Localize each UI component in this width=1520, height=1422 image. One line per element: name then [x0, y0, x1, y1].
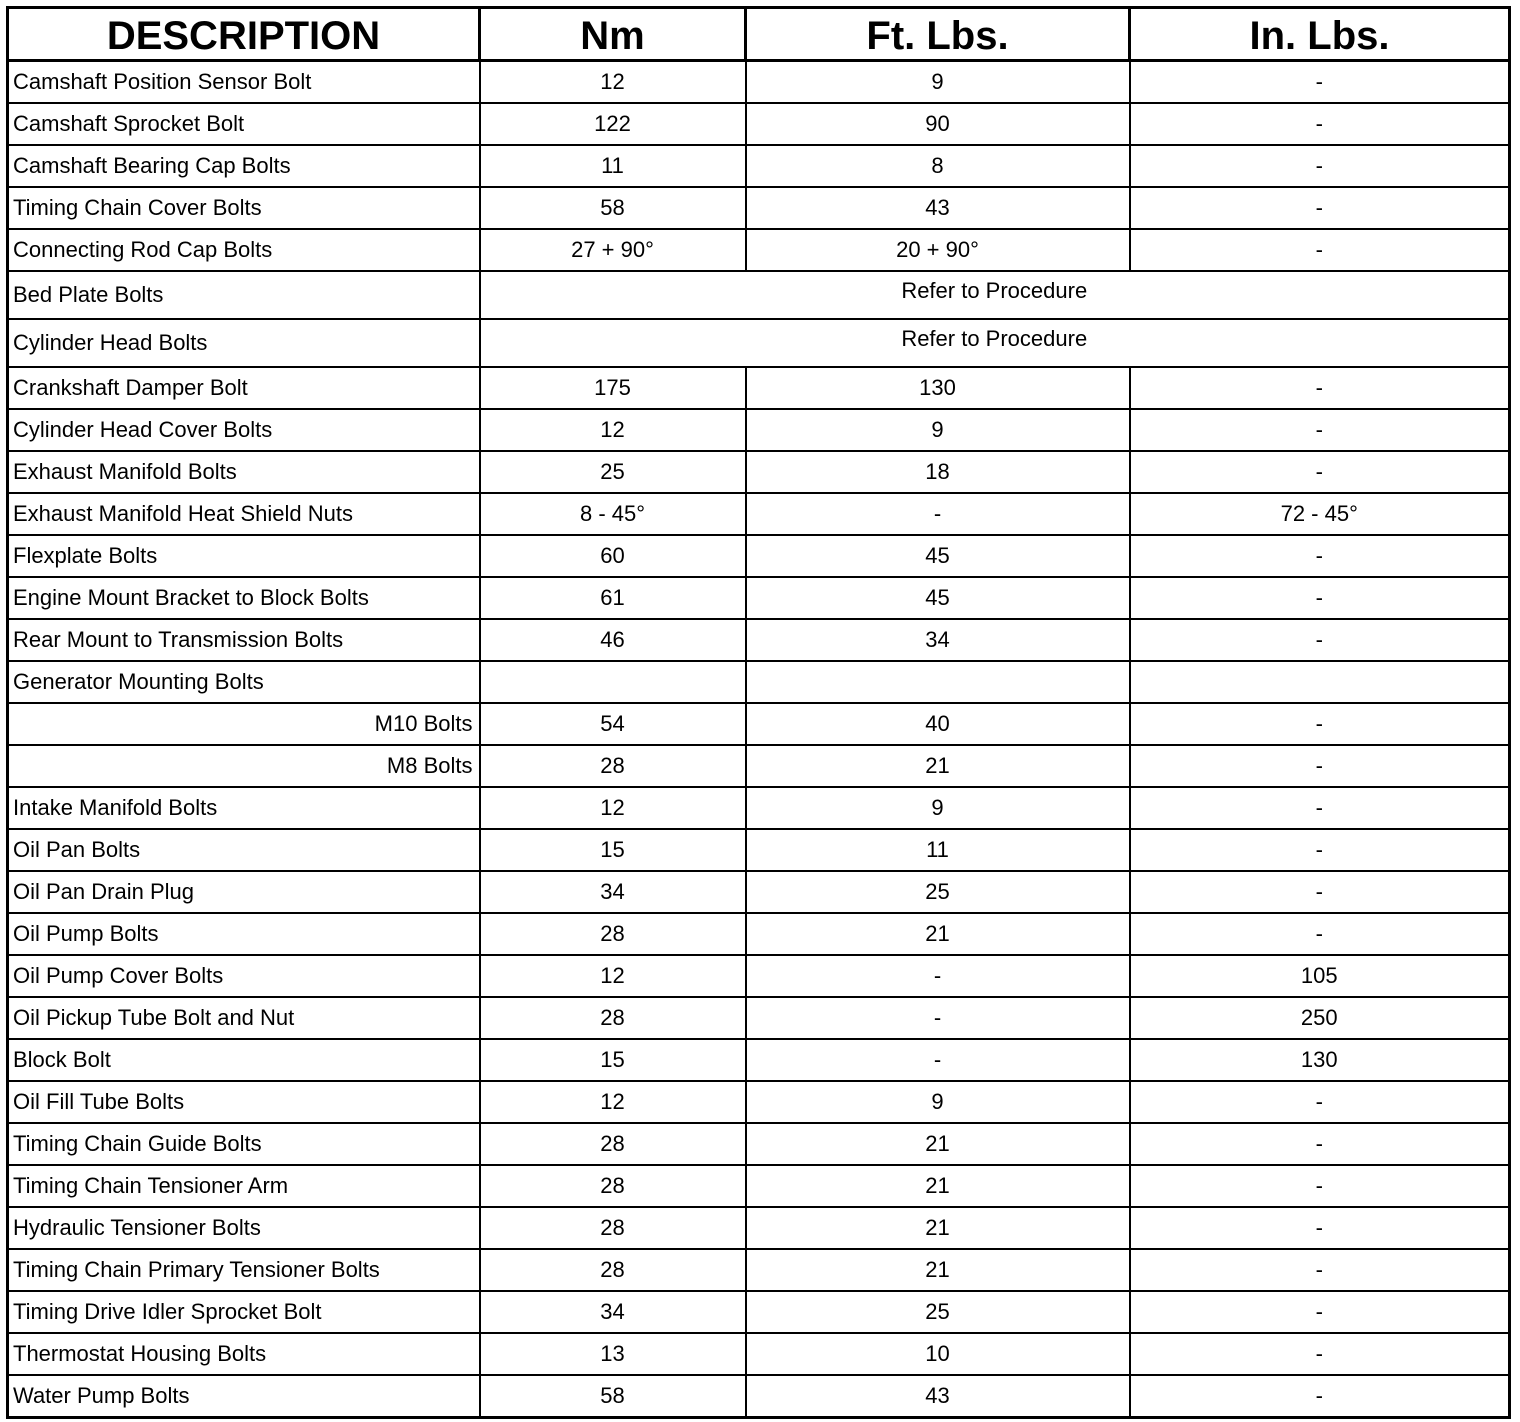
table-row — [8, 1165, 1510, 1207]
cell-procedure-note: Refer to Procedure — [480, 271, 1510, 319]
cell-nm: 12 — [480, 955, 746, 997]
cell-in-lbs: - — [1130, 1207, 1510, 1249]
cell-in-lbs: - — [1130, 451, 1510, 493]
cell-ft-lbs: 43 — [746, 187, 1130, 229]
cell-nm: 122 — [480, 103, 746, 145]
cell-nm: 27 + 90° — [480, 229, 746, 271]
table-row — [8, 703, 1510, 745]
cell-in-lbs: - — [1130, 103, 1510, 145]
cell-ft-lbs: 8 — [746, 145, 1130, 187]
cell-description: Oil Pickup Tube Bolt and Nut — [8, 997, 480, 1039]
cell-ft-lbs: 40 — [746, 703, 1130, 745]
cell-description: Oil Pan Drain Plug — [8, 871, 480, 913]
cell-ft-lbs: 90 — [746, 103, 1130, 145]
cell-nm: 15 — [480, 1039, 746, 1081]
cell-in-lbs: 105 — [1130, 955, 1510, 997]
cell-ft-lbs: 9 — [746, 61, 1130, 104]
table-row — [8, 787, 1510, 829]
table-row — [8, 829, 1510, 871]
table-row — [8, 187, 1510, 229]
cell-ft-lbs: 9 — [746, 787, 1130, 829]
cell-in-lbs: 72 - 45° — [1130, 493, 1510, 535]
table-row — [8, 1249, 1510, 1291]
cell-description: Rear Mount to Transmission Bolts — [8, 619, 480, 661]
cell-in-lbs: - — [1130, 1333, 1510, 1375]
cell-description: Engine Mount Bracket to Block Bolts — [8, 577, 480, 619]
cell-description: Oil Pump Bolts — [8, 913, 480, 955]
cell-in-lbs: - — [1130, 619, 1510, 661]
torque-spec-table — [6, 6, 1511, 1419]
table-row — [8, 913, 1510, 955]
cell-in-lbs: - — [1130, 187, 1510, 229]
cell-nm: 12 — [480, 787, 746, 829]
table-row — [8, 61, 1510, 104]
cell-in-lbs: - — [1130, 829, 1510, 871]
cell-ft-lbs — [746, 661, 1130, 703]
cell-ft-lbs: 10 — [746, 1333, 1130, 1375]
cell-description: Connecting Rod Cap Bolts — [8, 229, 480, 271]
cell-in-lbs: - — [1130, 1123, 1510, 1165]
table-row — [8, 271, 1510, 319]
table-row — [8, 319, 1510, 367]
cell-nm: 12 — [480, 409, 746, 451]
cell-nm: 28 — [480, 1123, 746, 1165]
cell-description: Generator Mounting Bolts — [8, 661, 480, 703]
table-row — [8, 871, 1510, 913]
table-row — [8, 1291, 1510, 1333]
cell-in-lbs: - — [1130, 1165, 1510, 1207]
table-row — [8, 955, 1510, 997]
cell-ft-lbs: 21 — [746, 913, 1130, 955]
table-row — [8, 1207, 1510, 1249]
cell-ft-lbs: 21 — [746, 745, 1130, 787]
table-body — [8, 61, 1510, 1418]
cell-description: Exhaust Manifold Bolts — [8, 451, 480, 493]
cell-description: Camshaft Sprocket Bolt — [8, 103, 480, 145]
cell-in-lbs: - — [1130, 703, 1510, 745]
cell-ft-lbs: 18 — [746, 451, 1130, 493]
cell-in-lbs: 250 — [1130, 997, 1510, 1039]
cell-description: Timing Chain Guide Bolts — [8, 1123, 480, 1165]
cell-in-lbs: - — [1130, 61, 1510, 104]
cell-ft-lbs: 45 — [746, 535, 1130, 577]
cell-in-lbs: - — [1130, 787, 1510, 829]
cell-description: Thermostat Housing Bolts — [8, 1333, 480, 1375]
cell-description: Cylinder Head Bolts — [8, 319, 480, 367]
cell-in-lbs: - — [1130, 1249, 1510, 1291]
cell-nm: 15 — [480, 829, 746, 871]
cell-nm: 12 — [480, 1081, 746, 1123]
table-row — [8, 145, 1510, 187]
cell-in-lbs: - — [1130, 229, 1510, 271]
cell-in-lbs — [1130, 661, 1510, 703]
table-row — [8, 493, 1510, 535]
cell-description: Cylinder Head Cover Bolts — [8, 409, 480, 451]
cell-ft-lbs: 130 — [746, 367, 1130, 409]
cell-nm: 34 — [480, 871, 746, 913]
table-row — [8, 619, 1510, 661]
cell-ft-lbs: - — [746, 955, 1130, 997]
cell-description: M10 Bolts — [8, 703, 480, 745]
cell-description: Crankshaft Damper Bolt — [8, 367, 480, 409]
cell-description: Water Pump Bolts — [8, 1375, 480, 1418]
cell-description: Flexplate Bolts — [8, 535, 480, 577]
cell-nm: 58 — [480, 1375, 746, 1418]
cell-in-lbs: - — [1130, 367, 1510, 409]
cell-nm: 46 — [480, 619, 746, 661]
cell-nm: 25 — [480, 451, 746, 493]
cell-description: Bed Plate Bolts — [8, 271, 480, 319]
table-row — [8, 367, 1510, 409]
cell-nm: 61 — [480, 577, 746, 619]
table-row — [8, 745, 1510, 787]
cell-ft-lbs: 20 + 90° — [746, 229, 1130, 271]
table-row — [8, 103, 1510, 145]
cell-ft-lbs: 21 — [746, 1123, 1130, 1165]
header-ft-lbs: Ft. Lbs. — [746, 8, 1130, 61]
cell-nm: 28 — [480, 1165, 746, 1207]
cell-nm — [480, 661, 746, 703]
cell-in-lbs: - — [1130, 745, 1510, 787]
cell-description: Camshaft Position Sensor Bolt — [8, 61, 480, 104]
cell-nm: 28 — [480, 745, 746, 787]
cell-ft-lbs: - — [746, 493, 1130, 535]
cell-description: Timing Drive Idler Sprocket Bolt — [8, 1291, 480, 1333]
cell-description: Timing Chain Primary Tensioner Bolts — [8, 1249, 480, 1291]
table-row — [8, 997, 1510, 1039]
cell-in-lbs: - — [1130, 913, 1510, 955]
header-nm: Nm — [480, 8, 746, 61]
table-row — [8, 1375, 1510, 1418]
cell-nm: 58 — [480, 187, 746, 229]
cell-nm: 34 — [480, 1291, 746, 1333]
table-row — [8, 661, 1510, 703]
cell-in-lbs: - — [1130, 145, 1510, 187]
table-row — [8, 1123, 1510, 1165]
cell-nm: 28 — [480, 1249, 746, 1291]
cell-ft-lbs: 21 — [746, 1165, 1130, 1207]
cell-ft-lbs: - — [746, 1039, 1130, 1081]
cell-ft-lbs: 9 — [746, 409, 1130, 451]
cell-procedure-note: Refer to Procedure — [480, 319, 1510, 367]
header-description: DESCRIPTION — [8, 8, 480, 61]
table-row — [8, 409, 1510, 451]
cell-nm: 60 — [480, 535, 746, 577]
cell-ft-lbs: 25 — [746, 871, 1130, 913]
cell-ft-lbs: 45 — [746, 577, 1130, 619]
cell-nm: 175 — [480, 367, 746, 409]
cell-description: Exhaust Manifold Heat Shield Nuts — [8, 493, 480, 535]
header-in-lbs: In. Lbs. — [1130, 8, 1510, 61]
cell-in-lbs: - — [1130, 871, 1510, 913]
table-row — [8, 535, 1510, 577]
cell-in-lbs: - — [1130, 1081, 1510, 1123]
cell-in-lbs: 130 — [1130, 1039, 1510, 1081]
cell-description: Oil Fill Tube Bolts — [8, 1081, 480, 1123]
cell-in-lbs: - — [1130, 1291, 1510, 1333]
cell-ft-lbs: 25 — [746, 1291, 1130, 1333]
cell-ft-lbs: 43 — [746, 1375, 1130, 1418]
cell-ft-lbs: 9 — [746, 1081, 1130, 1123]
cell-in-lbs: - — [1130, 409, 1510, 451]
cell-nm: 12 — [480, 61, 746, 104]
cell-description: Oil Pan Bolts — [8, 829, 480, 871]
table-row — [8, 577, 1510, 619]
cell-nm: 28 — [480, 997, 746, 1039]
cell-ft-lbs: 34 — [746, 619, 1130, 661]
cell-description: Block Bolt — [8, 1039, 480, 1081]
cell-description: Hydraulic Tensioner Bolts — [8, 1207, 480, 1249]
cell-nm: 28 — [480, 913, 746, 955]
cell-description: Timing Chain Cover Bolts — [8, 187, 480, 229]
table-row — [8, 1081, 1510, 1123]
cell-ft-lbs: - — [746, 997, 1130, 1039]
table-row — [8, 451, 1510, 493]
table-row — [8, 1039, 1510, 1081]
header-row — [8, 8, 1510, 61]
cell-nm: 11 — [480, 145, 746, 187]
cell-ft-lbs: 21 — [746, 1249, 1130, 1291]
cell-in-lbs: - — [1130, 1375, 1510, 1418]
cell-nm: 28 — [480, 1207, 746, 1249]
table-row — [8, 1333, 1510, 1375]
cell-in-lbs: - — [1130, 577, 1510, 619]
cell-nm: 13 — [480, 1333, 746, 1375]
cell-in-lbs: - — [1130, 535, 1510, 577]
table-row — [8, 229, 1510, 271]
cell-ft-lbs: 21 — [746, 1207, 1130, 1249]
cell-nm: 8 - 45° — [480, 493, 746, 535]
cell-description: Timing Chain Tensioner Arm — [8, 1165, 480, 1207]
cell-description: Intake Manifold Bolts — [8, 787, 480, 829]
cell-description: Oil Pump Cover Bolts — [8, 955, 480, 997]
cell-description: M8 Bolts — [8, 745, 480, 787]
cell-ft-lbs: 11 — [746, 829, 1130, 871]
cell-description: Camshaft Bearing Cap Bolts — [8, 145, 480, 187]
cell-nm: 54 — [480, 703, 746, 745]
